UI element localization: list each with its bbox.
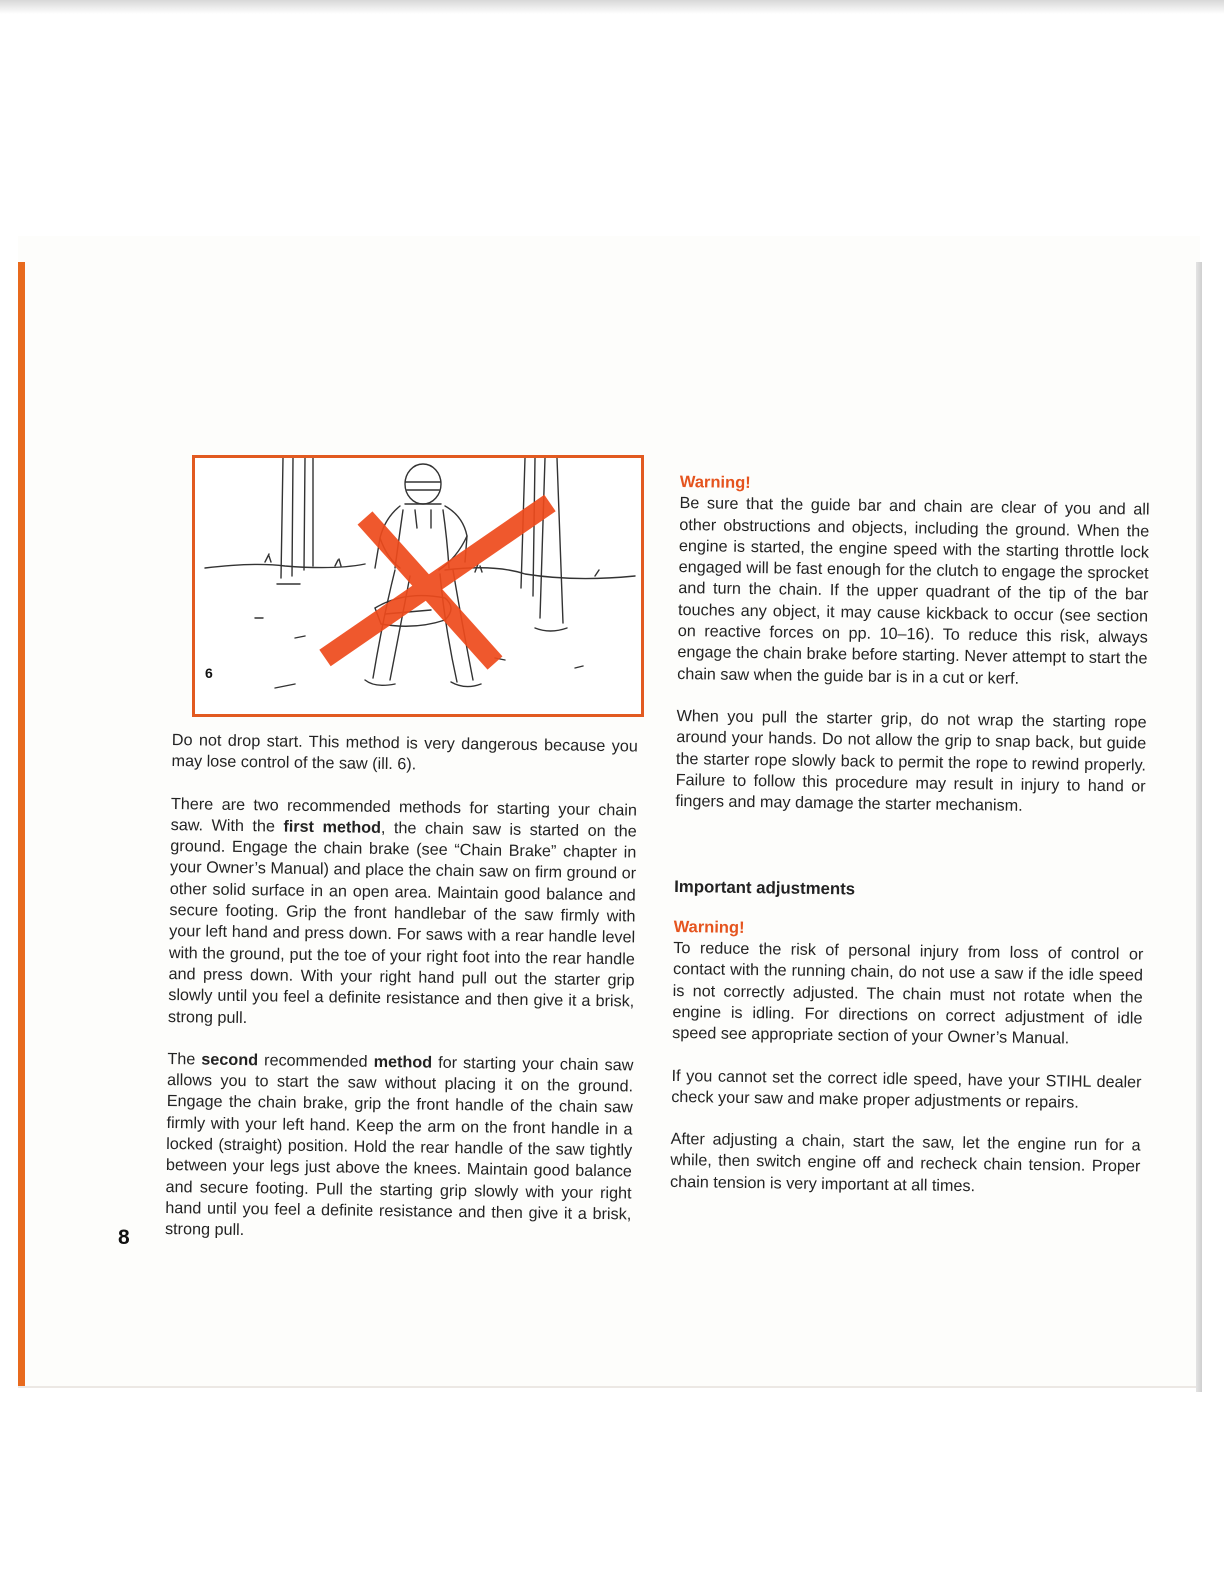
drop-start-paragraph: Do not drop start. This method is very dangerous because you may lose control of the saw (ill. 6). (171, 730, 638, 774)
page-edge (1196, 262, 1202, 1392)
scan-top-shadow (0, 0, 1224, 14)
important-adjustments-heading: Important adjustments (674, 877, 856, 899)
idle-speed-warning-text: To reduce the risk of personal injury from loss of control or contact with the running chain, do not use a saw if the idle speed is not correctly adjusted. The chain must not rotate when the engine is idling. For directions on correct adjustment of idle speed see appropriate section of your Owner’s Manual. (672, 939, 1144, 1048)
text-run: , the chain saw is started on the ground. Engage the chain brake (see “Chain Brake” chapter in your Owner’s Manual) and place the chain saw on firm ground or other solid surface in an open area. Maintain good balance and secure footing. Grip the front handlebar of the saw firmly with your left hand and press down. For saws with a rear handle level with the ground, put the toe of your right foot into the rear handle and press down. With your right hand pull out the starter grip slowly until you feel a definite resistance and then give it a brisk, strong pull. (167, 818, 637, 1027)
warning-label: Warning! (679, 472, 751, 492)
chain-tension-paragraph: After adjusting a chain, start the saw, let the engine run for a while, then switch engine off and recheck chain tension. Proper chain tension is very important at all times. (669, 1130, 1141, 1195)
figure-number: 6 (205, 665, 213, 681)
second-emphasis: second (201, 1050, 259, 1070)
guide-bar-warning-text: Be sure that the guide bar and chain are clear of you and all other obstructions and objects, including the ground. When the engine is started, the engine speed with the starting throttle lock engaged will be fast enough for the clutch to engage the sprocket and turn the chain. If the upper quadrant of the tip of the bar touches any object, it may cause kickback to occur (see section on reactive forces on pp. 10–16). To reduce this risk, always engage the chain brake before starting. Never attempt to start the chain saw when the guide bar is in a cut or kerf. (677, 494, 1150, 688)
text-run: for starting your chain saw allows you to start the saw without placing it on the ground. Engage the chain brake, grip the front handle of the chain saw firmly with your left hand. Keep the arm on the front handle in a locked (straight) position. Hold the rear handle of the saw tightly between your legs just above the knees. Maintain good balance and secure footing. Pull the starting grip slowly with your right hand until you feel a definite resistance and then give it a brisk, strong pull. (164, 1053, 634, 1240)
text-run: There are two recommended methods for starting your chain saw. With the (170, 794, 638, 836)
second-method-paragraph (165, 1049, 634, 1247)
illustration-figure-6 (192, 455, 644, 717)
first-method-emphasis: first method (283, 817, 382, 837)
text-run: The (167, 1049, 202, 1069)
method-emphasis: method (373, 1052, 433, 1072)
page-number: 8 (118, 1226, 130, 1249)
starter-grip-paragraph: When you pull the starter grip, do not wrap the starting rope around your hands. Do not allow the grip to snap back, but guide the starter rope slowly back to permit the rope to rewind properly. Failure to follow this procedure may result in injury to hand or fingers and may damage the starter mechanism. (675, 706, 1147, 815)
orange-margin-rule (18, 262, 25, 1386)
first-method-paragraph (168, 794, 637, 1035)
text-run: recommended (257, 1051, 374, 1071)
right-column (670, 472, 1150, 1200)
warning-label: Warning! (673, 917, 745, 937)
person-drop-starting-chainsaw-crossed-out-icon (195, 458, 641, 714)
idle-speed-paragraph: If you cannot set the correct idle speed, have your STIHL dealer check your saw and make proper adjustments or repairs. (671, 1066, 1142, 1112)
left-column (165, 730, 638, 1247)
